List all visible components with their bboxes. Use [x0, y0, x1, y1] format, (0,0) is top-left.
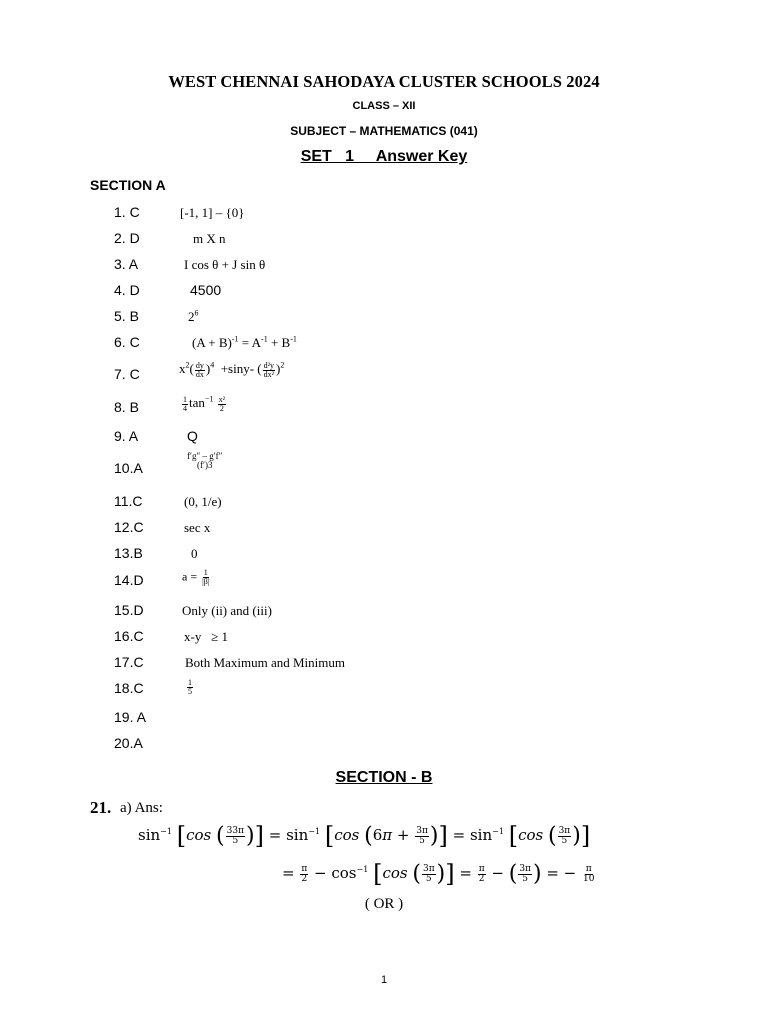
q15-number: 15.D	[114, 602, 144, 618]
q13-answer: 0	[191, 546, 198, 561]
q5-exponent: 6	[194, 308, 199, 318]
q9-answer: Q	[187, 428, 198, 444]
q14-number: 14.D	[114, 572, 144, 588]
q5-base: 2	[188, 309, 195, 324]
q11-answer: (0, 1/e)	[184, 494, 222, 509]
q7-answer: $x^2$( $\frac{dy}{dx}$ )$^4$ +siny- ( $\frac{\text{d²y}}{\text{dx²}}$ )$^2$	[179, 360, 285, 379]
q14-answer	[182, 569, 211, 586]
q8-number: 8. B	[114, 399, 139, 415]
q19-number: 19. A	[114, 709, 146, 725]
q12-number: 12.C	[114, 519, 144, 535]
q21-equation-line-1: $\sin^{-1} [\cos$ ( $\frac{33\pi}{5}$ )] = $\sin^{-1} [\cos$ (6π + $\frac{3\pi}{5}$ )] = $\sin^{-1} [\cos$ ( $\frac{3\pi}{5}$ )]	[138, 822, 591, 850]
class-line: CLASS – XII	[352, 100, 416, 112]
q11-number: 11.C	[114, 493, 143, 509]
q8-tan-text: tan	[189, 395, 205, 410]
q3-answer: I cos θ + J sin θ	[184, 257, 266, 272]
q14-lhs: a =	[182, 569, 198, 584]
q9-number: 9. A	[114, 428, 139, 444]
q1-answer: [-1, 1] – {0}	[180, 205, 245, 220]
q10-answer	[185, 452, 224, 470]
q21-label: a) Ans:	[120, 800, 163, 816]
section-a-heading: SECTION A	[90, 177, 166, 193]
q3-number: 3. A	[114, 256, 139, 272]
q7-number: 7. C	[114, 366, 140, 382]
q18-answer	[186, 678, 194, 696]
q10-number: 10.A	[114, 460, 143, 476]
q4-answer: 4500	[190, 282, 222, 298]
q10-numerator: f′g″ – g′f″	[187, 451, 223, 462]
q18-numerator: 1	[188, 677, 192, 687]
page-number: 1	[380, 974, 388, 986]
q2-number: 2. D	[114, 230, 140, 246]
q14-numerator: 1	[203, 568, 208, 577]
q16-number: 16.C	[114, 628, 144, 644]
q21-equation-line-2: = $\frac{\pi}{2}$ − $\cos^{-1} [\cos$ ( $\frac{3\pi}{5}$ )] = $\frac{\pi}{2}$ − ( $\frac{3\pi}{5}$ ) = − $\frac{\pi}{10}$	[282, 860, 595, 888]
set-answer-key-heading: SET 1 Answer Key	[300, 148, 468, 165]
q5-number: 5. B	[114, 308, 139, 324]
q8-answer: $\frac{1}{4}$ $\tan^{-1}$ $\frac{\text{x²}}{2}$	[183, 394, 226, 413]
subject-line: SUBJECT – MATHEMATICS (041)	[290, 124, 478, 138]
q18-number: 18.C	[114, 680, 144, 696]
document-title: WEST CHENNAI SAHODAYA CLUSTER SCHOOLS 2024	[168, 72, 600, 91]
q10-denominator: (f′)3	[196, 460, 213, 471]
q1-number: 1. C	[114, 204, 140, 220]
q20-number: 20.A	[114, 735, 143, 751]
q5-answer	[188, 309, 199, 325]
q13-number: 13.B	[114, 545, 143, 561]
section-b-heading: SECTION - B	[335, 769, 433, 786]
q14-denominator: |β|	[202, 577, 210, 586]
q17-answer: Both Maximum and Minimum	[185, 655, 345, 670]
q4-number: 4. D	[114, 282, 140, 298]
q12-answer: sec x	[184, 520, 211, 535]
q18-denominator: 5	[188, 686, 192, 696]
q16-answer: x-y ≥ 1	[184, 629, 228, 644]
q2-answer: m X n	[193, 231, 226, 246]
q21-number: 21.	[90, 798, 112, 817]
q17-number: 17.C	[114, 654, 144, 670]
q7-siny-text: +siny-	[220, 361, 255, 376]
q6-answer: $(A + B)^{-1} = A^{-1} + B^{-1}$	[192, 334, 297, 350]
q15-answer: Only (ii) and (iii)	[182, 603, 272, 618]
q6-number: 6. C	[114, 334, 140, 350]
q21-or-separator: ( OR )	[364, 896, 404, 912]
